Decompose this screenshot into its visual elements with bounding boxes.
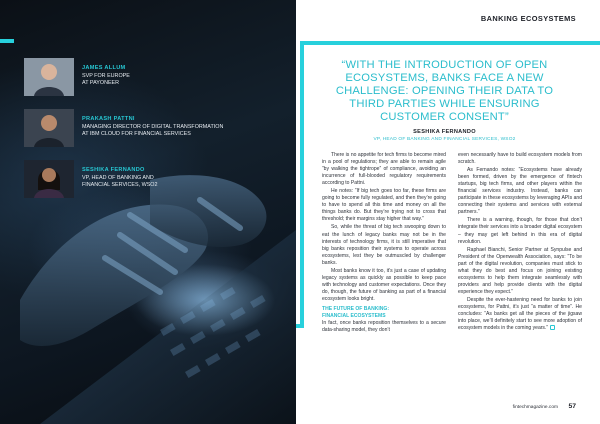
speaker-role: MANAGING DIRECTOR OF DIGITAL TRANSFORMATION bbox=[82, 123, 224, 130]
quote-author-role: VP, HEAD OF BANKING AND FINANCIAL SERVICES, WSO2 bbox=[373, 137, 516, 142]
avatar bbox=[24, 160, 74, 198]
pull-quote: “WITH THE INTRODUCTION OF OPEN ECOSYSTEMS, BANKS FACE A NEW CHALLENGE: OPENING THEIR DATA TO THIRD PARTIES WHILE ENSURING CUSTOMER CONSENT” bbox=[335, 59, 554, 123]
paragraph: As Fernando notes: “Ecosystems have already been formed, driven by the emergence of fintech startups, big tech firms, and other players within the financial services industry. Instead, banks can participate in these ecosystems by leveraging APIs and connecting their systems and services with external partners.” bbox=[458, 167, 582, 216]
accent-bar bbox=[0, 39, 14, 43]
quote-author: SESHIKA FERNANDO bbox=[413, 129, 476, 135]
paragraph: even necessarily have to build ecosystem models from scratch. bbox=[458, 152, 582, 166]
footer-website: fintechmagazine.com bbox=[512, 405, 558, 410]
paragraph-last: Despite the ever-hastening need for banks to join ecosystems, for Pattni, it’s just “a matter of time”. He concludes: “As banks get all the pieces of the jigsaw into place, we’ll definitely start to see more adoption of ecosystem models in the coming years.” bbox=[458, 296, 582, 332]
paragraph: In fact, once banks reposition themselves to a secure data-sharing model, they don’t bbox=[322, 320, 446, 334]
end-of-article-icon bbox=[550, 325, 555, 330]
speaker-role: AT IBM CLOUD FOR FINANCIAL SERVICES bbox=[82, 131, 191, 138]
speaker-role: FINANCIAL SERVICES, WSO2 bbox=[82, 182, 158, 189]
paragraph: There is no appetite for tech firms to become mired in a pool of regulations; they are able to remain agile “by walking the tightrope” of compliance, avoiding an incurrence of full-blooded regulatory requirements according to Pattni. bbox=[322, 152, 446, 187]
article-column-left bbox=[322, 152, 446, 335]
speaker-card bbox=[24, 160, 158, 198]
speaker-role: AT PAYONEER bbox=[82, 80, 120, 87]
speaker-name: PRAKASH PATTNI bbox=[82, 116, 135, 122]
avatar bbox=[24, 109, 74, 147]
speaker-name: SESHIKA FERNANDO bbox=[82, 167, 145, 173]
speaker-card bbox=[24, 58, 130, 96]
page-number: 57 bbox=[568, 403, 576, 410]
accent-bar bbox=[300, 41, 304, 324]
speaker-role: SVP FOR EUROPE bbox=[82, 72, 130, 79]
speaker-role: VP, HEAD OF BANKING AND bbox=[82, 174, 154, 181]
paragraph: He notes: “If big tech goes too far, these firms are going to become fully regulated, and then they’re going to have to spend all this time and money on all the things banks do. But they’re trying not to cross that threshold; their margins stay higher that way.” bbox=[322, 188, 446, 223]
accent-bar bbox=[296, 324, 304, 328]
paragraph: So, while the threat of big tech swooping down to eat the lunch of legacy banks may not be in the interests of technology firms, it is still imperative that big banks reposition their systems to operate across ecosystems, lest they be outmuscled by challenger banks. bbox=[322, 224, 446, 266]
article-column-right bbox=[458, 152, 582, 333]
accent-bar bbox=[300, 41, 600, 45]
paragraph: Most banks know it too, it’s just a case of updating legacy systems as quickly as possible to keep pace with technology and customer expectations. Once they do, though, the future of banking as part of a financial ecosystem looks bright. bbox=[322, 267, 446, 302]
hero-photo bbox=[0, 0, 296, 424]
subheading: THE FUTURE OF BANKING: FINANCIAL ECOSYSTEMS bbox=[322, 305, 390, 320]
paragraph: There is a warning, though, for those that don’t integrate their services into a broader digital ecosystem – they may get left behind in this era of digital revolution. bbox=[458, 217, 582, 245]
paragraph: Raphael Bianchi, Senior Partner at Synpulse and President of the Openwealth Association, says: “To be part of the digital revolution, companies must stick to what they do best and focus on joining existing ecosystems to help them integrate seamlessly with providers and help provide clients with the digital experience they expect.” bbox=[458, 246, 582, 295]
speaker-name: JAMES ALLUM bbox=[82, 65, 126, 71]
speaker-card bbox=[24, 109, 223, 147]
section-title: BANKING ECOSYSTEMS bbox=[480, 14, 576, 23]
avatar bbox=[24, 58, 74, 96]
